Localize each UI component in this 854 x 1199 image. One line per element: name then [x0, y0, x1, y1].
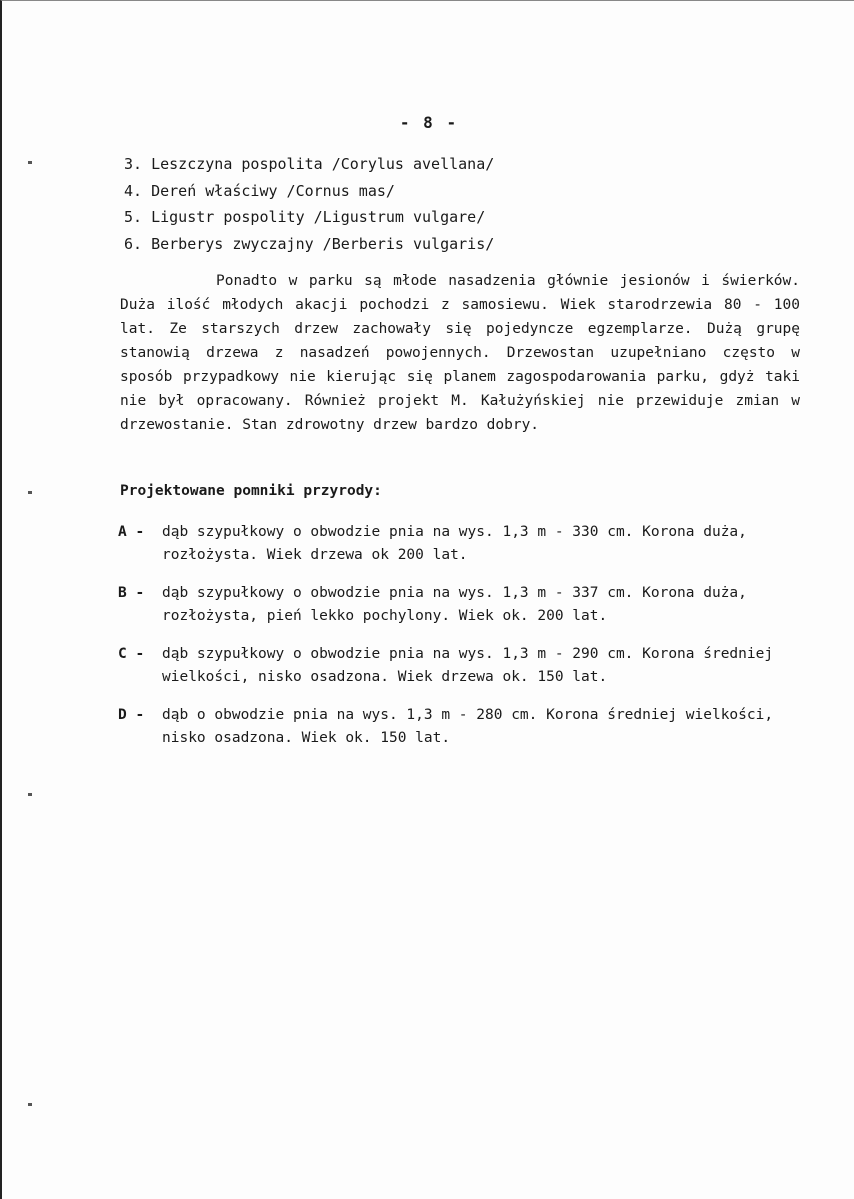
list-item: 5. Ligustr pospolity /Ligustrum vulgare/ [124, 208, 486, 226]
species-list [124, 151, 494, 257]
item-text: dąb szypułkowy o obwodzie pnia na wys. 1,3 m - 337 cm. Korona duża, rozłożysta, pień lekko pochylony. Wiek ok. 200 lat. [162, 585, 747, 624]
list-item: 3. Leszczyna pospolita /Corylus avellana/ [124, 155, 495, 173]
body-paragraph [120, 269, 800, 437]
item-letter: A - [118, 524, 145, 540]
paragraph-text: Ponadto w parku są młode nasadzenia głównie jesionów i świerków. Duża ilość młodych akacji pochodzi z samosiewu. Wiek starodrzewia 80 - 100 lat. Ze starszych drzew zachowały się pojedyncze egzemplarze. Dużą grupę stanowią drzewa z nasadzeń powojennych. Drzewostan uzupełniano często w sposób przypadkowy nie kierując się planem zagospodarowania parku, gdyż taki nie był opracowany. Również projekt M. Kałużyńskiej nie przewiduje zmian w drzewostanie. Stan zdrowotny drzew bardzo dobry. [120, 273, 800, 433]
monuments-list [118, 521, 808, 765]
binding-mark [28, 491, 32, 494]
item-text: dąb szypułkowy o obwodzie pnia na wys. 1,3 m - 330 cm. Korona duża, rozłożysta. Wiek drzewa ok 200 lat. [162, 524, 747, 563]
binding-mark [28, 1103, 32, 1106]
item-letter: B - [118, 585, 145, 601]
list-item [118, 704, 808, 750]
monuments-heading: Projektowane pomniki przyrody: [120, 483, 382, 499]
list-item [118, 643, 808, 689]
item-text: dąb szypułkowy o obwodzie pnia na wys. 1,3 m - 290 cm. Korona średniej wielkości, nisko osadzona. Wiek drzewa ok. 150 lat. [162, 646, 774, 685]
list-item [118, 582, 808, 628]
list-item [118, 521, 808, 567]
item-text: dąb o obwodzie pnia na wys. 1,3 m - 280 cm. Korona średniej wielkości, nisko osadzona. Wiek ok. 150 lat. [162, 707, 774, 746]
list-item: 6. Berberys zwyczajny /Berberis vulgaris/ [124, 234, 495, 253]
item-letter: C - [118, 646, 145, 662]
binding-mark [28, 161, 32, 164]
list-item: 4. Dereń właściwy /Cornus mas/ [124, 181, 395, 200]
page-number: - 8 - [399, 113, 459, 132]
binding-mark [28, 793, 32, 796]
item-letter: D - [118, 707, 145, 723]
